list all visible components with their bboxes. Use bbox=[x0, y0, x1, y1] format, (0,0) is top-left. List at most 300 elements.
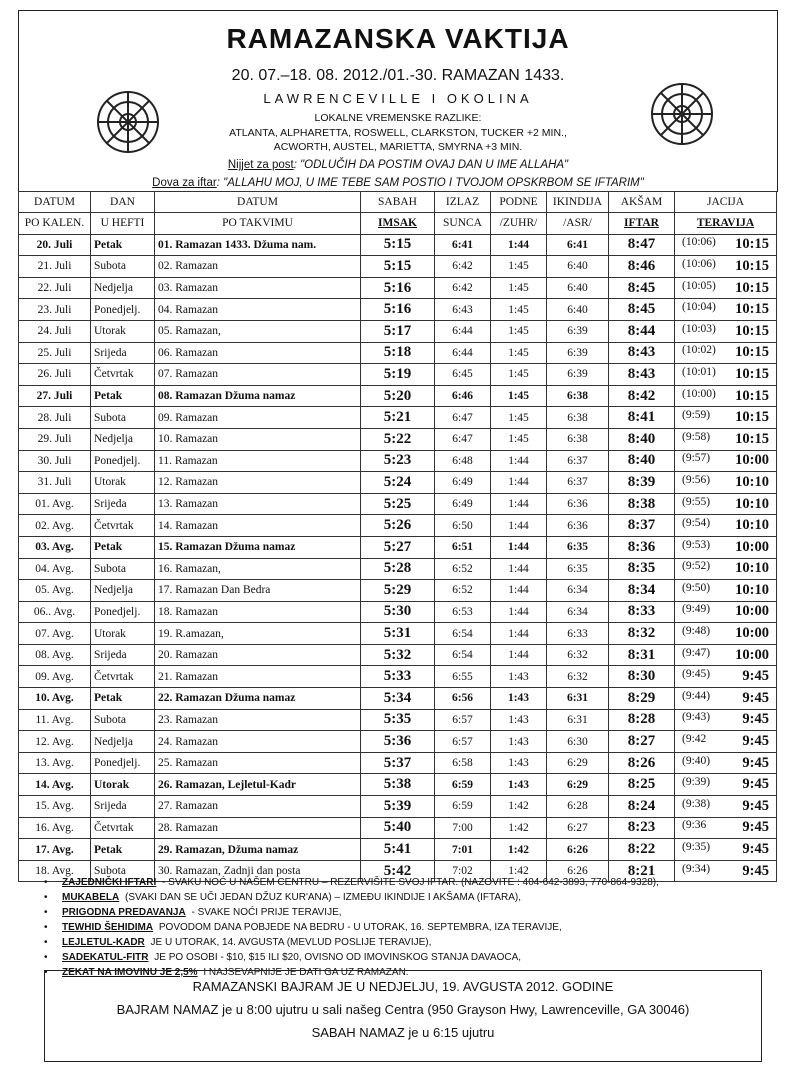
sunrise-cell: 7:01 bbox=[435, 839, 491, 861]
note-key: SADEKATUL-FITR bbox=[62, 952, 149, 963]
teravija-time: 9:45 bbox=[742, 733, 769, 750]
asr-cell: 6:37 bbox=[547, 450, 609, 472]
zuhr-cell: 1:44 bbox=[491, 493, 547, 515]
zuhr-cell: 1:43 bbox=[491, 731, 547, 753]
note-value: JE PO OSOBI - $10, $15 ILI $20, OVISNO OD IMOVINSKOG STANJA DAVAOCA, bbox=[151, 952, 522, 963]
takvim-cell: 01. Ramazan 1433. Džuma nam. bbox=[155, 234, 361, 256]
jacija-time: (9:52) bbox=[682, 560, 711, 573]
day-cell: Subota bbox=[91, 407, 155, 429]
imsak-cell: 5:26 bbox=[361, 515, 435, 537]
imsak-cell: 5:35 bbox=[361, 709, 435, 731]
asr-cell: 6:29 bbox=[547, 752, 609, 774]
sunrise-cell: 6:44 bbox=[435, 342, 491, 364]
jacija-cell bbox=[675, 364, 777, 386]
iftar-cell: 8:33 bbox=[609, 601, 675, 623]
teravija-time: 10:10 bbox=[735, 560, 769, 577]
bullet-icon: • bbox=[44, 937, 48, 948]
jacija-cell bbox=[675, 688, 777, 710]
date-cell: 05. Avg. bbox=[19, 580, 91, 602]
note-text bbox=[62, 920, 562, 935]
table-row bbox=[19, 450, 777, 472]
table-row bbox=[19, 796, 777, 818]
asr-cell: 6:31 bbox=[547, 688, 609, 710]
zuhr-cell: 1:43 bbox=[491, 774, 547, 796]
day-cell: Nedjelja bbox=[91, 277, 155, 299]
asr-cell: 6:37 bbox=[547, 472, 609, 494]
date-cell: 17. Avg. bbox=[19, 839, 91, 861]
po-kalen-header: PO KALEN. bbox=[19, 213, 91, 235]
zuhr-cell: 1:45 bbox=[491, 342, 547, 364]
jacija-time: (9:42 bbox=[682, 733, 707, 746]
bullet-icon: • bbox=[44, 907, 48, 918]
jacija-cell bbox=[675, 709, 777, 731]
iftar-cell: 8:29 bbox=[609, 688, 675, 710]
date-cell: 24. Juli bbox=[19, 320, 91, 342]
date-cell: 03. Avg. bbox=[19, 536, 91, 558]
takvim-cell: 08. Ramazan Džuma namaz bbox=[155, 385, 361, 407]
note-item bbox=[44, 875, 764, 890]
note-text bbox=[62, 875, 659, 890]
zuhr-cell: 1:43 bbox=[491, 666, 547, 688]
zuhr-cell: 1:43 bbox=[491, 752, 547, 774]
teravija-time: 10:00 bbox=[735, 452, 769, 469]
imsak-cell: 5:23 bbox=[361, 450, 435, 472]
teravija-time: 10:15 bbox=[735, 409, 769, 426]
jacija-time: (9:50) bbox=[682, 581, 711, 594]
imsak-cell: 5:18 bbox=[361, 342, 435, 364]
imsak-cell: 5:28 bbox=[361, 558, 435, 580]
day-cell: Utorak bbox=[91, 472, 155, 494]
date-cell: 28. Juli bbox=[19, 407, 91, 429]
table-row bbox=[19, 623, 777, 645]
teravija-time: 9:45 bbox=[742, 797, 769, 814]
iftar-cell: 8:24 bbox=[609, 796, 675, 818]
teravija-time: 10:15 bbox=[735, 236, 769, 253]
zuhr-cell: 1:43 bbox=[491, 709, 547, 731]
bullet-icon: • bbox=[44, 952, 48, 963]
sunrise-cell: 6:57 bbox=[435, 709, 491, 731]
aksam-header: AKŠAM bbox=[609, 192, 675, 213]
note-text bbox=[62, 890, 521, 905]
table-row bbox=[19, 536, 777, 558]
jacija-cell bbox=[675, 493, 777, 515]
table-row bbox=[19, 299, 777, 321]
table-row bbox=[19, 839, 777, 861]
bullet-icon: • bbox=[44, 922, 48, 933]
asr-cell: 6:36 bbox=[547, 515, 609, 537]
iftar-header: IFTAR bbox=[609, 213, 675, 235]
zuhr-header: /ZUHR/ bbox=[491, 213, 547, 235]
day-cell: Srijeda bbox=[91, 342, 155, 364]
sunrise-cell: 6:53 bbox=[435, 601, 491, 623]
day-cell: Četvrtak bbox=[91, 364, 155, 386]
jacija-time: (9:45) bbox=[682, 668, 711, 681]
jacija-time: (9:34) bbox=[682, 862, 711, 875]
asr-cell: 6:33 bbox=[547, 623, 609, 645]
iftar-cell: 8:44 bbox=[609, 320, 675, 342]
jacija-time: (9:56) bbox=[682, 473, 711, 486]
jacija-time: (10:06) bbox=[682, 257, 716, 270]
jacija-time: (10:02) bbox=[682, 344, 716, 357]
asr-cell: 6:34 bbox=[547, 601, 609, 623]
imsak-cell: 5:36 bbox=[361, 731, 435, 753]
table-row bbox=[19, 256, 777, 278]
day-cell: Nedjelja bbox=[91, 428, 155, 450]
note-key: ZEKAT NA IMOVINU JE 2,5% bbox=[62, 967, 198, 978]
zuhr-cell: 1:45 bbox=[491, 320, 547, 342]
zuhr-cell: 1:45 bbox=[491, 428, 547, 450]
day-cell: Ponedjelj. bbox=[91, 601, 155, 623]
table-row bbox=[19, 472, 777, 494]
zuhr-cell: 1:45 bbox=[491, 364, 547, 386]
iftar-cell: 8:46 bbox=[609, 256, 675, 278]
imsak-cell: 5:41 bbox=[361, 839, 435, 861]
takvim-cell: 16. Ramazan, bbox=[155, 558, 361, 580]
asr-cell: 6:35 bbox=[547, 558, 609, 580]
note-key: LEJLETUL-KADR bbox=[62, 937, 145, 948]
sunrise-cell: 6:46 bbox=[435, 385, 491, 407]
day-cell: Petak bbox=[91, 688, 155, 710]
asr-cell: 6:36 bbox=[547, 493, 609, 515]
footer-line-3: SABAH NAMAZ je u 6:15 ujutru bbox=[311, 1025, 495, 1040]
day-cell: Ponedjelj. bbox=[91, 450, 155, 472]
sunrise-cell: 6:48 bbox=[435, 450, 491, 472]
sunrise-cell: 6:58 bbox=[435, 752, 491, 774]
jacija-time: (9:40) bbox=[682, 754, 711, 767]
imsak-cell: 5:30 bbox=[361, 601, 435, 623]
takvim-cell: 20. Ramazan bbox=[155, 644, 361, 666]
jacija-time: (9:55) bbox=[682, 495, 711, 508]
table-row bbox=[19, 644, 777, 666]
note-key: MUKABELA bbox=[62, 892, 120, 903]
dan-header: DAN bbox=[91, 192, 155, 213]
note-value: I NAJSEVAPNIJE JE DATI GA UZ RAMAZAN. bbox=[200, 967, 409, 978]
jacija-time: (10:01) bbox=[682, 365, 716, 378]
imsak-cell: 5:31 bbox=[361, 623, 435, 645]
niyet-label: Nijjet za post bbox=[227, 159, 294, 171]
jacija-time: (9:57) bbox=[682, 452, 711, 465]
imsak-cell: 5:42 bbox=[361, 860, 435, 882]
teravija-time: 10:15 bbox=[735, 365, 769, 382]
date-cell: 06.. Avg. bbox=[19, 601, 91, 623]
teravija-time: 10:15 bbox=[735, 344, 769, 361]
date-cell: 10. Avg. bbox=[19, 688, 91, 710]
takvim-cell: 11. Ramazan bbox=[155, 450, 361, 472]
iftar-cell: 8:43 bbox=[609, 342, 675, 364]
takvim-cell: 03. Ramazan bbox=[155, 277, 361, 299]
zuhr-cell: 1:45 bbox=[491, 407, 547, 429]
jacija-cell bbox=[675, 644, 777, 666]
date-cell: 18. Avg. bbox=[19, 860, 91, 882]
date-cell: 23. Juli bbox=[19, 299, 91, 321]
day-cell: Subota bbox=[91, 860, 155, 882]
note-key: PRIGODNA PREDAVANJA bbox=[62, 907, 186, 918]
jacija-cell bbox=[675, 277, 777, 299]
teravija-time: 10:00 bbox=[735, 538, 769, 555]
jacija-time: (10:03) bbox=[682, 322, 716, 335]
teravija-time: 9:45 bbox=[742, 776, 769, 793]
takvim-cell: 12. Ramazan bbox=[155, 472, 361, 494]
takvim-cell: 14. Ramazan bbox=[155, 515, 361, 537]
date-cell: 08. Avg. bbox=[19, 644, 91, 666]
jacija-time: (10:05) bbox=[682, 279, 716, 292]
zuhr-cell: 1:44 bbox=[491, 234, 547, 256]
note-item bbox=[44, 950, 764, 965]
teravija-time: 9:45 bbox=[742, 862, 769, 879]
jacija-cell bbox=[675, 385, 777, 407]
date-cell: 04. Avg. bbox=[19, 558, 91, 580]
iftar-cell: 8:38 bbox=[609, 493, 675, 515]
sunrise-cell: 6:43 bbox=[435, 299, 491, 321]
note-text bbox=[62, 950, 521, 965]
jacija-cell bbox=[675, 450, 777, 472]
iftar-cell: 8:34 bbox=[609, 580, 675, 602]
bullet-icon: • bbox=[44, 967, 48, 978]
date-cell: 12. Avg. bbox=[19, 731, 91, 753]
table-row bbox=[19, 558, 777, 580]
jacija-cell bbox=[675, 515, 777, 537]
table-body bbox=[19, 192, 777, 882]
table-row bbox=[19, 515, 777, 537]
date-cell: 25. Juli bbox=[19, 342, 91, 364]
teravija-time: 10:10 bbox=[735, 517, 769, 534]
po-takvimu-header: PO TAKVIMU bbox=[155, 213, 361, 235]
takvim-cell: 22. Ramazan Džuma namaz bbox=[155, 688, 361, 710]
takvim-cell: 25. Ramazan bbox=[155, 752, 361, 774]
zuhr-cell: 1:44 bbox=[491, 623, 547, 645]
asr-cell: 6:38 bbox=[547, 428, 609, 450]
zuhr-cell: 1:42 bbox=[491, 839, 547, 861]
teravija-time: 10:00 bbox=[735, 646, 769, 663]
imsak-cell: 5:32 bbox=[361, 644, 435, 666]
note-item bbox=[44, 935, 764, 950]
notes-list bbox=[44, 875, 764, 980]
jacija-cell bbox=[675, 342, 777, 364]
iftar-cell: 8:22 bbox=[609, 839, 675, 861]
table-header-row bbox=[19, 192, 777, 213]
imsak-cell: 5:39 bbox=[361, 796, 435, 818]
note-value: (SVAKI DAN SE UČI JEDAN DŽUZ KUR'ANA) – IZMEĐU IKINDIJE I AKŠAMA (IFTARA), bbox=[122, 892, 522, 903]
vaktija-table bbox=[18, 191, 777, 882]
teravija-time: 10:00 bbox=[735, 625, 769, 642]
zuhr-cell: 1:45 bbox=[491, 277, 547, 299]
iftar-cell: 8:32 bbox=[609, 623, 675, 645]
date-cell: 30. Juli bbox=[19, 450, 91, 472]
sunrise-cell: 6:54 bbox=[435, 644, 491, 666]
note-item bbox=[44, 920, 764, 935]
sunrise-cell: 6:41 bbox=[435, 234, 491, 256]
zuhr-cell: 1:44 bbox=[491, 644, 547, 666]
iftar-cell: 8:40 bbox=[609, 428, 675, 450]
note-value: POVODOM DANA POBJEDE NA BEDRU - U UTORAK, 16. SEPTEMBRA, IZA TERAVIJE, bbox=[156, 922, 562, 933]
tz-title: LOKALNE VREMENSKE RAZLIKE: bbox=[314, 112, 482, 124]
asr-cell: 6:40 bbox=[547, 299, 609, 321]
takvim-cell: 29. Ramazan, Džuma namaz bbox=[155, 839, 361, 861]
iftar-cell: 8:42 bbox=[609, 385, 675, 407]
date-range: 20. 07.–18. 08. 2012./01.-30. RAMAZAN 1433. bbox=[231, 67, 565, 84]
teravija-time: 9:45 bbox=[742, 711, 769, 728]
iftar-cell: 8:40 bbox=[609, 450, 675, 472]
sunrise-cell: 6:42 bbox=[435, 256, 491, 278]
jacija-cell bbox=[675, 774, 777, 796]
sabah-header: SABAH bbox=[361, 192, 435, 213]
takvim-cell: 24. Ramazan bbox=[155, 731, 361, 753]
imsak-cell: 5:19 bbox=[361, 364, 435, 386]
asr-cell: 6:28 bbox=[547, 796, 609, 818]
dova-label: Dova za iftar bbox=[152, 177, 217, 189]
date-cell: 15. Avg. bbox=[19, 796, 91, 818]
day-cell: Petak bbox=[91, 536, 155, 558]
sunrise-cell: 6:44 bbox=[435, 320, 491, 342]
day-cell: Nedjelja bbox=[91, 731, 155, 753]
iftar-cell: 8:35 bbox=[609, 558, 675, 580]
jacija-cell bbox=[675, 817, 777, 839]
sunrise-cell: 6:52 bbox=[435, 558, 491, 580]
table-row bbox=[19, 752, 777, 774]
table-row bbox=[19, 688, 777, 710]
imsak-cell: 5:24 bbox=[361, 472, 435, 494]
zuhr-cell: 1:44 bbox=[491, 580, 547, 602]
takvim-cell: 13. Ramazan bbox=[155, 493, 361, 515]
day-cell: Četvrtak bbox=[91, 817, 155, 839]
sunrise-cell: 6:56 bbox=[435, 688, 491, 710]
note-value: - SVAKE NOĆI PRIJE TERAVIJE, bbox=[188, 907, 342, 918]
imsak-cell: 5:34 bbox=[361, 688, 435, 710]
sunrise-cell: 6:45 bbox=[435, 364, 491, 386]
niyet-line bbox=[19, 159, 777, 171]
day-cell: Petak bbox=[91, 839, 155, 861]
iftar-cell: 8:47 bbox=[609, 234, 675, 256]
takvim-cell: 06. Ramazan bbox=[155, 342, 361, 364]
iftar-cell: 8:27 bbox=[609, 731, 675, 753]
takvim-cell: 05. Ramazan, bbox=[155, 320, 361, 342]
date-cell: 31. Juli bbox=[19, 472, 91, 494]
table-row bbox=[19, 493, 777, 515]
sunrise-cell: 6:51 bbox=[435, 536, 491, 558]
zuhr-cell: 1:45 bbox=[491, 256, 547, 278]
jacija-time: (9:48) bbox=[682, 625, 711, 638]
iftar-cell: 8:45 bbox=[609, 299, 675, 321]
date-cell: 09. Avg. bbox=[19, 666, 91, 688]
jacija-time: (9:49) bbox=[682, 603, 711, 616]
jacija-time: (9:35) bbox=[682, 841, 711, 854]
teravija-time: 10:15 bbox=[735, 322, 769, 339]
jacija-cell bbox=[675, 472, 777, 494]
table-row bbox=[19, 601, 777, 623]
imsak-cell: 5:16 bbox=[361, 299, 435, 321]
izlaz-header: IZLAZ bbox=[435, 192, 491, 213]
page-title: RAMAZANSKA VAKTIJA bbox=[226, 23, 570, 54]
table-row bbox=[19, 234, 777, 256]
sunrise-cell: 6:57 bbox=[435, 731, 491, 753]
iftar-cell: 8:28 bbox=[609, 709, 675, 731]
zuhr-cell: 1:43 bbox=[491, 688, 547, 710]
sunrise-cell: 6:52 bbox=[435, 580, 491, 602]
day-cell: Srijeda bbox=[91, 644, 155, 666]
jacija-cell bbox=[675, 752, 777, 774]
sunrise-cell: 7:00 bbox=[435, 817, 491, 839]
asr-cell: 6:40 bbox=[547, 277, 609, 299]
takvim-cell: 27. Ramazan bbox=[155, 796, 361, 818]
teravija-time: 9:45 bbox=[742, 668, 769, 685]
ornament-right-icon bbox=[648, 80, 716, 148]
jacija-time: (9:58) bbox=[682, 430, 711, 443]
takvim-cell: 19. R.amazan, bbox=[155, 623, 361, 645]
iftar-cell: 8:23 bbox=[609, 817, 675, 839]
day-cell: Srijeda bbox=[91, 493, 155, 515]
sunrise-cell: 6:42 bbox=[435, 277, 491, 299]
date-cell: 22. Juli bbox=[19, 277, 91, 299]
tz-line-2: ACWORTH, AUSTEL, MARIETTA, SMYRNA +3 MIN. bbox=[273, 141, 523, 153]
table-row bbox=[19, 428, 777, 450]
table-row bbox=[19, 277, 777, 299]
asr-cell: 6:30 bbox=[547, 731, 609, 753]
asr-cell: 6:41 bbox=[547, 234, 609, 256]
sunrise-cell: 6:55 bbox=[435, 666, 491, 688]
jacija-cell bbox=[675, 601, 777, 623]
day-cell: Subota bbox=[91, 558, 155, 580]
sunrise-cell: 6:47 bbox=[435, 428, 491, 450]
sunrise-cell: 6:59 bbox=[435, 796, 491, 818]
jacija-cell bbox=[675, 320, 777, 342]
sunrise-cell: 6:59 bbox=[435, 774, 491, 796]
imsak-cell: 5:15 bbox=[361, 234, 435, 256]
takvim-cell: 10. Ramazan bbox=[155, 428, 361, 450]
jacija-cell bbox=[675, 536, 777, 558]
day-cell: Subota bbox=[91, 709, 155, 731]
table-row bbox=[19, 342, 777, 364]
jacija-cell bbox=[675, 428, 777, 450]
table-row bbox=[19, 580, 777, 602]
note-key: TEWHID ŠEHIDIMA bbox=[62, 922, 154, 933]
takvim-cell: 04. Ramazan bbox=[155, 299, 361, 321]
iftar-cell: 8:26 bbox=[609, 752, 675, 774]
iftar-cell: 8:43 bbox=[609, 364, 675, 386]
jacija-cell bbox=[675, 234, 777, 256]
iftar-cell: 8:31 bbox=[609, 644, 675, 666]
asr-cell: 6:35 bbox=[547, 536, 609, 558]
date-cell: 16. Avg. bbox=[19, 817, 91, 839]
takvim-cell: 09. Ramazan bbox=[155, 407, 361, 429]
jacija-cell bbox=[675, 796, 777, 818]
note-text bbox=[62, 935, 431, 950]
jacija-time: (9:59) bbox=[682, 409, 711, 422]
day-cell: Četvrtak bbox=[91, 515, 155, 537]
takvim-cell: 30. Ramazan, Zadnji dan posta bbox=[155, 860, 361, 882]
iftar-cell: 8:25 bbox=[609, 774, 675, 796]
jacija-time: (9:36 bbox=[682, 819, 707, 832]
dova-text: : "ALLAHU MOJ, U IME TEBE SAM POSTIO I TVOJOM OPSKRBOM SE IFTARIM" bbox=[216, 177, 644, 189]
u-hefti-header: U HEFTI bbox=[91, 213, 155, 235]
note-value: - SVAKU NOĆ U NAŠEM CENTRU – REZERVIŠITE SVOJ IFTAR. (NAZOVITE : 404-642-3893, 770-864-9328), bbox=[159, 877, 659, 888]
teravija-header: TERAVIJA bbox=[675, 213, 777, 235]
teravija-time: 9:45 bbox=[742, 754, 769, 771]
ikindija-header: IKINDIJA bbox=[547, 192, 609, 213]
date-cell: 07. Avg. bbox=[19, 623, 91, 645]
note-text bbox=[62, 905, 342, 920]
jacija-cell bbox=[675, 407, 777, 429]
bullet-icon: • bbox=[44, 877, 48, 888]
teravija-time: 10:15 bbox=[735, 387, 769, 404]
table-row bbox=[19, 709, 777, 731]
day-cell: Utorak bbox=[91, 774, 155, 796]
zuhr-cell: 1:44 bbox=[491, 558, 547, 580]
jacija-cell bbox=[675, 558, 777, 580]
city-name: LAWRENCEVILLE I OKOLINA bbox=[263, 91, 533, 106]
sunrise-cell: 6:49 bbox=[435, 472, 491, 494]
day-cell: Subota bbox=[91, 256, 155, 278]
imsak-cell: 5:25 bbox=[361, 493, 435, 515]
